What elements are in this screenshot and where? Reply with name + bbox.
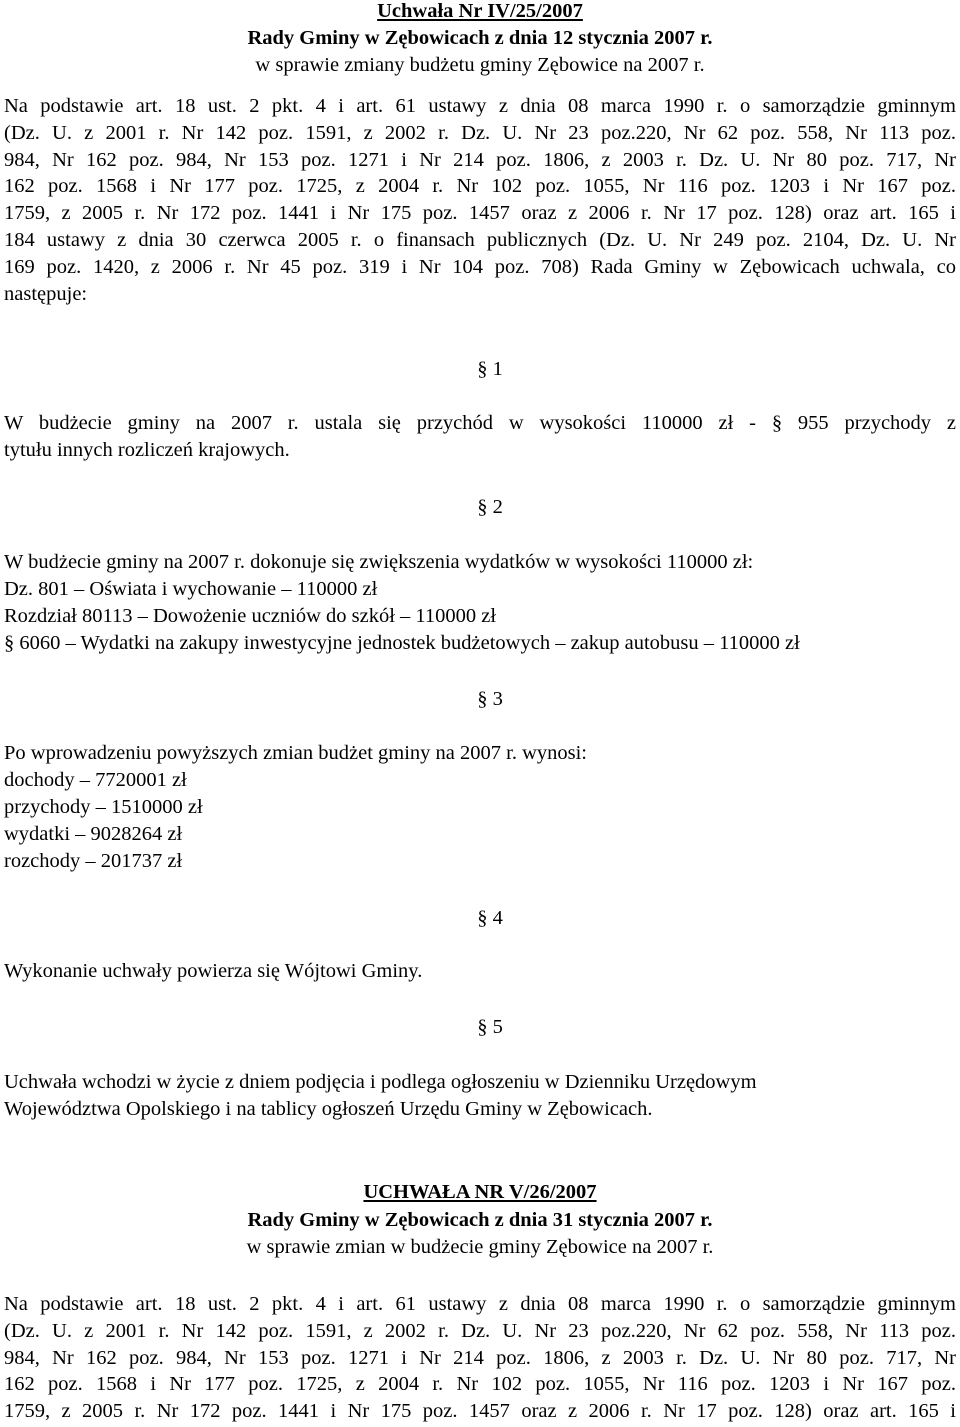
preamble-line: 1759, z 2005 r. Nr 172 poz. 1441 i Nr 175 poz. 1457 oraz z 2006 r. Nr 17 poz. 128) oraz art. 165 i: [4, 1400, 956, 1423]
preamble-line: 162 poz. 1568 i Nr 177 poz. 1725, z 2004 r. Nr 102 poz. 1055, Nr 116 poz. 1203 i Nr 167 poz.: [4, 1373, 956, 1396]
section-1-body: [4, 410, 956, 464]
section-line: tytułu innych rozliczeń krajowych.: [4, 438, 290, 461]
preamble-line: 169 poz. 1420, z 2006 r. Nr 45 poz. 319 i Nr 104 poz. 708) Rada Gminy w Zębowicach uchwala, co: [4, 255, 956, 278]
preamble-line: 984, Nr 162 poz. 984, Nr 153 poz. 1271 i Nr 214 poz. 1806, z 2003 r. Dz. U. Nr 80 poz. 717, Nr: [4, 1346, 956, 1369]
doc2-subject: w sprawie zmian w budżecie gminy Zębowice na 2007 r.: [246, 1236, 714, 1258]
section-3-mark: § 3: [477, 688, 503, 710]
preamble-line: 1759, z 2005 r. Nr 172 poz. 1441 i Nr 175 poz. 1457 oraz z 2006 r. Nr 17 poz. 128) oraz art. 165 i: [4, 202, 956, 225]
doc2-preamble: [4, 1291, 956, 1425]
doc2-title: UCHWAŁA NR V/26/2007: [363, 1181, 597, 1203]
section-4-mark: § 4: [477, 907, 503, 929]
section-2-mark: § 2: [477, 496, 503, 518]
preamble-line: (Dz. U. z 2001 r. Nr 142 poz. 1591, z 2002 r. Dz. U. Nr 23 poz.220, Nr 62 poz. 558, Nr 113 poz.: [4, 1319, 956, 1342]
section-5-mark: § 5: [477, 1016, 503, 1038]
preamble-line: 984, Nr 162 poz. 984, Nr 153 poz. 1271 i Nr 214 poz. 1806, z 2003 r. Dz. U. Nr 80 poz. 717, Nr: [4, 148, 956, 171]
preamble-line: Na podstawie art. 18 ust. 2 pkt. 4 i art. 61 ustawy z dnia 08 marca 1990 r. o samorządzie gminnym: [4, 1293, 956, 1315]
preamble-line: następuje:: [4, 282, 88, 305]
section-line: W budżecie gminy na 2007 r. dokonuje się zwiększenia wydatków w wysokości 110000 zł:: [4, 551, 754, 573]
section-line: Dz. 801 – Oświata i wychowanie – 110000 zł: [4, 578, 378, 600]
doc2-subtitle: Rady Gminy w Zębowicach z dnia 31 stycznia 2007 r.: [247, 1209, 713, 1231]
section-line: Uchwała wchodzi w życie z dniem podjęcia i podlega ogłoszeniu w Dzienniku Urzędowym: [4, 1071, 757, 1093]
section-line: wydatki – 9028264 zł: [4, 823, 183, 845]
preamble-line: (Dz. U. z 2001 r. Nr 142 poz. 1591, z 2002 r. Dz. U. Nr 23 poz.220, Nr 62 poz. 558, Nr 113 poz.: [4, 121, 956, 144]
doc1-subtitle: Rady Gminy w Zębowicach z dnia 12 stycznia 2007 r.: [247, 27, 713, 49]
section-line: Wykonanie uchwały powierza się Wójtowi Gminy.: [4, 960, 423, 982]
doc1-title: Uchwała Nr IV/25/2007: [377, 0, 583, 22]
section-line: § 6060 – Wydatki na zakupy inwestycyjne jednostek budżetowych – zakup autobusu – 110000 zł: [4, 632, 800, 654]
section-line: Województwa Opolskiego i na tablicy ogłoszeń Urzędu Gminy w Zębowicach.: [4, 1098, 653, 1120]
section-line: W budżecie gminy na 2007 r. ustala się przychód w wysokości 110000 zł - § 955 przychody z: [4, 412, 956, 434]
section-line: dochody – 7720001 zł: [4, 769, 187, 791]
section-1-mark: § 1: [477, 358, 503, 380]
preamble-line: Na podstawie art. 18 ust. 2 pkt. 4 i art. 61 ustawy z dnia 08 marca 1990 r. o samorządzie gminnym: [4, 95, 956, 117]
doc1-preamble: [4, 93, 956, 307]
section-line: przychody – 1510000 zł: [4, 796, 203, 818]
preamble-line: 162 poz. 1568 i Nr 177 poz. 1725, z 2004 r. Nr 102 poz. 1055, Nr 116 poz. 1203 i Nr 167 poz.: [4, 175, 956, 198]
preamble-line: 184 ustawy z dnia 30 czerwca 2005 r. o finansach publicznych (Dz. U. Nr 249 poz. 2104, Dz. U. Nr: [4, 228, 956, 251]
section-line: Rozdział 80113 – Dowożenie uczniów do szkół – 110000 zł: [4, 605, 497, 627]
section-line: Po wprowadzeniu powyższych zmian budżet gminy na 2007 r. wynosi:: [4, 742, 587, 764]
section-line: rozchody – 201737 zł: [4, 850, 183, 872]
doc1-subject: w sprawie zmiany budżetu gminy Zębowice na 2007 r.: [255, 54, 705, 76]
